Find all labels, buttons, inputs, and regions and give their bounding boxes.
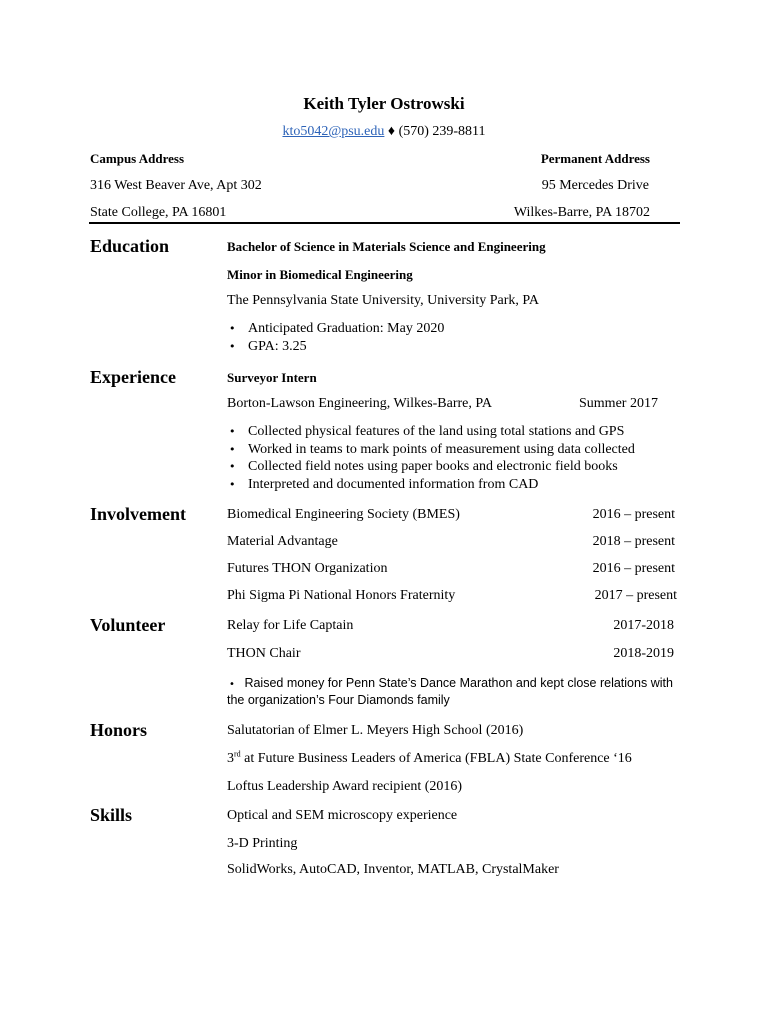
involvement-date: 2017 – present: [594, 588, 677, 603]
experience-role: Surveyor Intern: [227, 370, 317, 385]
honors-item: [227, 749, 632, 766]
experience-company: Borton-Lawson Engineering, Wilkes-Barre, PA: [227, 396, 493, 411]
skills-item: Optical and SEM microscopy experience: [227, 808, 458, 823]
experience-bullet: • Collected physical features of the land using total stations and GPS: [229, 423, 635, 441]
volunteer-bullet-text: Raised money for Penn State’s Dance Marathon and kept close relations with: [244, 676, 673, 690]
education-bullet: • Anticipated Graduation: May 2020: [229, 320, 444, 338]
campus-address-label: Campus Address: [90, 151, 185, 166]
contact-line: [0, 125, 768, 139]
education-degree: Bachelor of Science in Materials Science and Engineering: [227, 239, 546, 254]
phone-number: (570) 239-8811: [398, 124, 486, 139]
involvement-item: Material Advantage: [227, 534, 338, 549]
campus-address-line2: State College, PA 16801: [90, 205, 227, 220]
involvement-date: 2018 – present: [592, 534, 675, 549]
experience-bullet: • Worked in teams to mark points of measurement using data collected: [229, 441, 635, 459]
involvement-date: 2016 – present: [592, 507, 675, 522]
header-divider: [89, 222, 680, 224]
experience-bullet: • Interpreted and documented information from CAD: [229, 476, 635, 494]
honors-ordinal: 3: [227, 751, 234, 766]
section-title-experience: Experience: [90, 367, 176, 387]
section-title-volunteer: Volunteer: [90, 615, 166, 635]
involvement-item: Futures THON Organization: [227, 561, 388, 576]
permanent-address-line1: 95 Mercedes Drive: [541, 178, 649, 193]
section-title-involvement: Involvement: [90, 504, 186, 524]
honors-item: Salutatorian of Elmer L. Meyers High School (2016): [227, 723, 524, 738]
email-link[interactable]: kto5042@psu.edu: [282, 124, 385, 139]
section-title-skills: Skills: [90, 805, 133, 825]
candidate-name: Keith Tyler Ostrowski: [303, 94, 465, 113]
honors-item-text: at Future Business Leaders of America (FBLA) State Conference ‘16: [240, 751, 632, 766]
section-title-education: Education: [90, 236, 170, 256]
permanent-address-label: Permanent Address: [540, 151, 650, 166]
section-title-honors: Honors: [90, 720, 148, 740]
education-school: The Pennsylvania State University, University Park, PA: [227, 293, 539, 308]
experience-bullets: [229, 423, 635, 493]
involvement-item: Phi Sigma Pi National Honors Fraternity: [227, 588, 456, 603]
volunteer-bullet-line1: [229, 677, 673, 690]
experience-date: Summer 2017: [579, 396, 658, 411]
campus-address-line1: 316 West Beaver Ave, Apt 302: [90, 178, 262, 193]
volunteer-item: Relay for Life Captain: [227, 618, 354, 633]
education-minor: Minor in Biomedical Engineering: [227, 267, 413, 282]
education-bullets: [229, 320, 444, 355]
education-bullet: • GPA: 3.25: [229, 338, 444, 356]
skills-item: SolidWorks, AutoCAD, Inventor, MATLAB, CrystalMaker: [227, 862, 559, 877]
permanent-address-line2: Wilkes-Barre, PA 18702: [513, 205, 650, 220]
volunteer-date: 2017-2018: [613, 618, 674, 633]
skills-item: 3-D Printing: [227, 836, 298, 851]
involvement-date: 2016 – present: [592, 561, 675, 576]
volunteer-bullet-line2: the organization’s Four Diamonds family: [227, 693, 450, 707]
separator-diamond: ♦: [384, 124, 399, 139]
bullet-dot: •: [229, 679, 245, 690]
involvement-item: Biomedical Engineering Society (BMES): [227, 507, 460, 522]
honors-ordinal-suffix: rd: [234, 749, 241, 759]
experience-bullet: • Collected field notes using paper books and electronic field books: [229, 458, 635, 476]
honors-item: Loftus Leadership Award recipient (2016): [227, 779, 463, 794]
volunteer-item: THON Chair: [227, 646, 301, 661]
volunteer-date: 2018-2019: [613, 646, 674, 661]
